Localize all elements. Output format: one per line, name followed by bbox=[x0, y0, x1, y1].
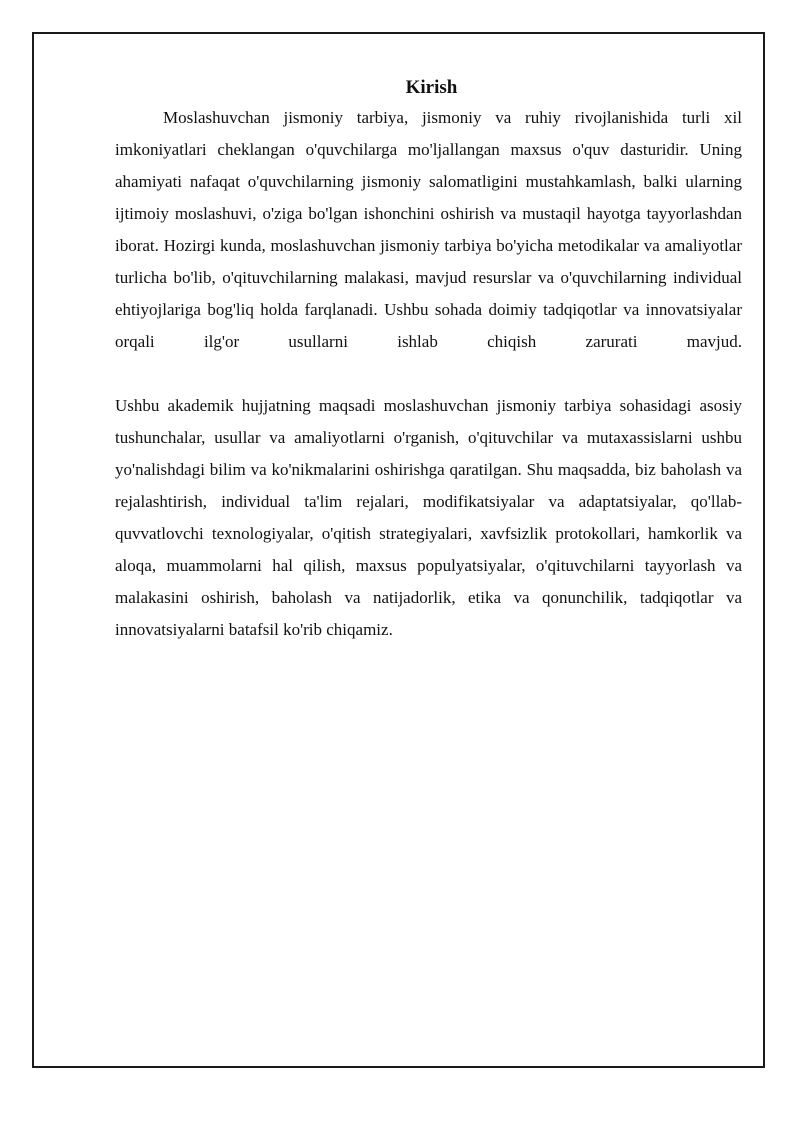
paragraph-intro: Moslashuvchan jismoniy tarbiya, jismoniy va ruhiy rivojlanishida turli xil imkoniyatlari cheklangan o'quvchilarga mo'ljallangan maxsus o'quv dasturidir. Uning ahamiyati nafaqat o'quvchilarning jismoniy salomatligini mustahkamlash, balki ularning ijtimoiy moslashuvi, o'ziga bo'lgan ishonchini oshirish va mustaqil hayotga tayyorlashdan iborat. Hozirgi kunda, moslashuvchan jismoniy tarbiya bo'yicha metodikalar va amaliyotlar turlicha bo'lib, o'qituvchilarning malakasi, mavjud resurslar va o'quvchilarning individual ehtiyojlariga bog'liq holda farqlanadi. Ushbu sohada doimiy tadqiqotlar va innovatsiyalar orqali ilg'or usullarni ishlab chiqish zarurati mavjud. bbox=[115, 108, 742, 351]
paragraph-purpose: Ushbu akademik hujjatning maqsadi moslashuvchan jismoniy tarbiya sohasidagi asosiy tushunchalar, usullar va amaliyotlarni o'rganish, o'qituvchilar va mutaxassislarni ushbu yo'nalishdagi bilim va ko'nikmalarini oshirishga qaratilgan. Shu maqsadda, biz baholash va rejalashtirish, individual ta'lim rejalari, modifikatsiyalar va adaptatsiyalar, qo'llab-quvvatlovchi texnologiyalar, o'qitish strategiyalari, xavfsizlik protokollari, hamkorlik va aloqa, muammolarni hal qilish, maxsus populyatsiyalar, o'qituvchilarni tayyorlash va malakasini oshirish, baholash va natijadorlik, etika va qonunchilik, tadqiqotlar va innovatsiyalarni batafsil ko'rib chiqamiz. bbox=[115, 396, 742, 639]
document-body bbox=[115, 76, 742, 646]
document-title: Kirish bbox=[405, 77, 458, 98]
